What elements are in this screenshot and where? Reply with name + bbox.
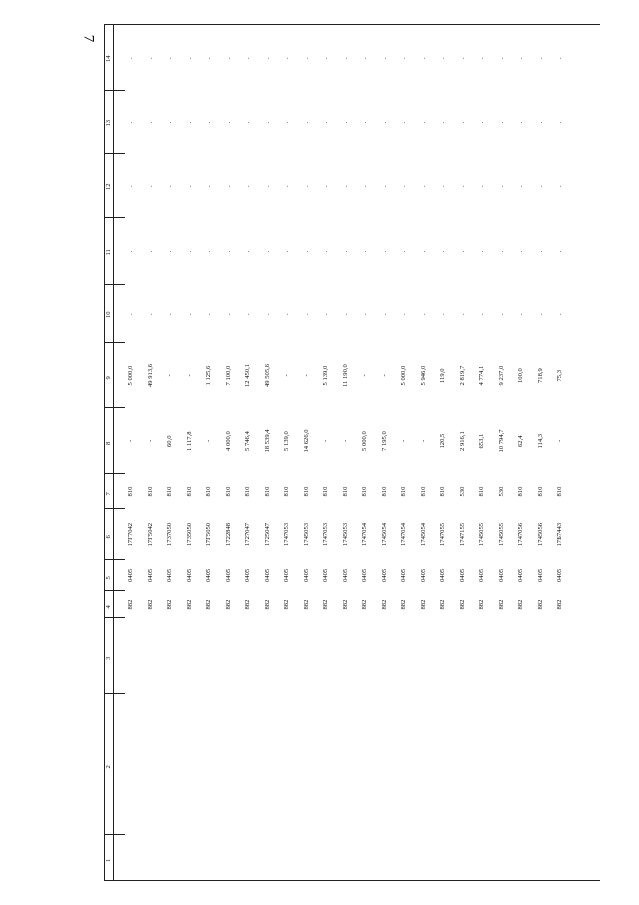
column-header: 14 — [105, 55, 112, 62]
table-cell: 810 — [478, 486, 485, 497]
table-cell: 5 000,0 — [400, 365, 407, 386]
table-cell: . — [283, 250, 290, 253]
column-divider — [104, 217, 125, 218]
column-header: 13 — [105, 119, 112, 127]
table-cell: 9 237,0 — [497, 365, 505, 386]
table-cell: 1735050 — [185, 522, 193, 546]
table-cell: . — [419, 250, 427, 253]
table-cell: 0405 — [361, 568, 368, 582]
table-cell: . — [361, 121, 368, 124]
table-cell: . — [302, 185, 310, 187]
table-cell: . — [400, 250, 407, 253]
page-number: 7 — [80, 34, 97, 43]
table-cell: 882 — [478, 599, 485, 610]
table-cell: 1722848 — [224, 522, 232, 546]
table-cell: . — [322, 185, 329, 187]
table-cell: . — [400, 57, 407, 59]
table-cell: . — [146, 121, 154, 124]
column-divider — [104, 617, 125, 618]
table-cell: . — [341, 185, 349, 187]
table-cell: 75,3 — [556, 369, 563, 382]
table-cell: 0405 — [556, 568, 563, 582]
table-cell: 1727047 — [244, 522, 251, 546]
table-cell: 882 — [185, 599, 193, 610]
table-cell: 0405 — [127, 568, 134, 582]
table-cell: . — [517, 57, 524, 59]
table-cell: 5 139,0 — [322, 365, 329, 386]
column-header: 2 — [105, 765, 112, 769]
table-cell: 2 916,1 — [458, 431, 466, 451]
column-divider — [104, 880, 600, 881]
table-cell: 810 — [517, 486, 524, 497]
table-cell: 810 — [146, 486, 154, 497]
table-cell: . — [322, 121, 329, 124]
table-cell: 0405 — [458, 568, 466, 582]
column-header: 1 — [105, 858, 112, 862]
table-cell: . — [263, 185, 271, 187]
table-cell: . — [497, 313, 505, 315]
table-cell: 1747053 — [283, 522, 290, 546]
table-cell: . — [146, 57, 154, 59]
table-cell: . — [361, 313, 368, 315]
table-cell: 1745054 — [380, 522, 388, 546]
table-cell: . — [556, 313, 563, 315]
table-cell: 882 — [361, 599, 368, 610]
column-header: 7 — [105, 492, 112, 496]
table-cell: . — [127, 185, 134, 187]
table-cell: . — [517, 250, 524, 253]
table-cell: . — [283, 185, 290, 187]
table-cell: 4 000,0 — [224, 431, 232, 451]
table-cell: . — [244, 250, 251, 253]
table-cell: . — [224, 57, 232, 59]
table-cell: . — [127, 57, 134, 59]
table-cell: . — [341, 121, 349, 124]
column-header: 11 — [105, 249, 112, 256]
table-cell: 1745055 — [497, 522, 505, 546]
table-cell: . — [341, 313, 349, 315]
table-cell: 1747054 — [361, 522, 368, 546]
table-cell: . — [341, 250, 349, 253]
table-cell: 5 000,0 — [127, 365, 134, 386]
table-cell: . — [322, 250, 329, 253]
table-cell: 882 — [283, 599, 290, 610]
table-cell: 17Б7443 — [556, 522, 563, 547]
table-cell: . — [556, 250, 563, 253]
table-cell: - — [127, 439, 134, 442]
table-cell: 49 505,6 — [263, 363, 271, 387]
table-cell: . — [458, 313, 466, 315]
column-divider — [104, 834, 125, 835]
table-cell: . — [361, 185, 368, 187]
table-cell: . — [419, 313, 427, 315]
table-cell: . — [185, 313, 193, 315]
table-cell: . — [263, 313, 271, 315]
table-cell: 882 — [244, 599, 251, 610]
table-cell: 1 117,8 — [185, 431, 193, 451]
table-cell: 5 946,0 — [419, 365, 427, 386]
table-cell: 119,0 — [439, 368, 446, 383]
table-cell: . — [263, 121, 271, 124]
table-cell: . — [205, 313, 212, 315]
table-cell: . — [146, 185, 154, 187]
table-cell: . — [380, 313, 388, 315]
table-cell: 1725047 — [263, 522, 271, 546]
table-cell: . — [185, 185, 193, 187]
table-cell: . — [380, 185, 388, 187]
table-cell: 810 — [380, 486, 388, 497]
column-divider — [104, 693, 125, 694]
table-cell: . — [556, 121, 563, 124]
table-cell: 0405 — [322, 568, 329, 582]
table-cell: 62,4 — [517, 435, 524, 447]
table-cell: . — [166, 250, 173, 253]
table-cell: . — [478, 185, 485, 187]
table-cell: . — [341, 57, 349, 59]
table-cell: 810 — [419, 486, 427, 497]
table-cell: - — [419, 439, 427, 442]
table-cell: 810 — [224, 486, 232, 497]
table-cell: 0405 — [497, 568, 505, 582]
column-divider — [104, 473, 125, 474]
table-cell: . — [166, 313, 173, 315]
table-cell: . — [439, 250, 446, 253]
column-divider — [104, 90, 125, 91]
column-divider — [104, 407, 125, 408]
table-cell: . — [478, 250, 485, 253]
table-cell: - — [322, 439, 329, 442]
table-cell: 0405 — [380, 568, 388, 582]
table-cell: 810 — [341, 486, 349, 497]
table-cell: 100,0 — [517, 368, 524, 383]
column-divider — [104, 559, 125, 560]
table-cell: . — [302, 250, 310, 253]
table-cell: - — [302, 374, 310, 377]
table-cell: 5 139,0 — [283, 431, 290, 451]
column-header: 5 — [105, 576, 112, 580]
table-cell: - — [283, 374, 290, 377]
table-cell: 1747155 — [458, 522, 466, 546]
table-cell: . — [146, 250, 154, 253]
table-cell: . — [458, 121, 466, 124]
table-cell: 11 190,0 — [341, 364, 349, 387]
table-cell: 14 626,0 — [302, 429, 310, 453]
table-cell: 810 — [244, 486, 251, 497]
table-cell: . — [205, 57, 212, 59]
table-cell: 810 — [556, 486, 563, 497]
table-cell: . — [263, 250, 271, 253]
table-cell: 10 794,7 — [497, 429, 505, 453]
table-cell: 1745055 — [478, 522, 485, 546]
table-cell: 0405 — [244, 568, 251, 582]
table-cell: 882 — [341, 599, 349, 610]
table-cell: 1745053 — [341, 522, 349, 546]
table-cell: 810 — [263, 486, 271, 497]
table-cell: . — [517, 185, 524, 187]
table-cell: . — [536, 313, 544, 315]
table-cell: 5 746,4 — [244, 431, 251, 451]
table-cell: . — [302, 313, 310, 315]
table-cell: . — [439, 121, 446, 124]
table-cell: - — [380, 374, 388, 377]
table-cell: . — [478, 121, 485, 124]
table-cell: 810 — [400, 486, 407, 497]
table-cell: . — [127, 313, 134, 315]
table-cell: - — [556, 439, 563, 442]
table-cell: 882 — [263, 599, 271, 610]
table-cell: . — [244, 313, 251, 315]
column-header: 4 — [105, 605, 112, 609]
table-cell: 0405 — [185, 568, 193, 582]
table-cell: 882 — [205, 599, 212, 610]
column-header: 12 — [105, 183, 112, 190]
table-cell: - — [185, 374, 193, 377]
table-cell: 0405 — [263, 568, 271, 582]
table-cell: . — [458, 185, 466, 187]
table-cell: . — [380, 250, 388, 253]
table-cell: 718,9 — [536, 368, 544, 383]
table-cell: 1747054 — [400, 522, 407, 546]
column-divider — [104, 508, 125, 509]
table-cell: 0405 — [536, 568, 544, 582]
table-cell: . — [458, 57, 466, 59]
table-cell: 12 450,1 — [244, 363, 251, 387]
table-cell: 17Г5042 — [146, 522, 154, 547]
table-cell: 1747055 — [439, 522, 446, 546]
table-cell: 882 — [127, 599, 134, 610]
table-cell: 0405 — [439, 568, 446, 582]
table-cell: . — [205, 185, 212, 187]
table-cell: . — [497, 57, 505, 59]
table-cell: . — [263, 57, 271, 59]
column-header: 3 — [105, 656, 112, 660]
table-cell: . — [205, 121, 212, 124]
table-cell: . — [224, 185, 232, 187]
table-cell: - — [400, 439, 407, 442]
column-header: 6 — [105, 535, 112, 539]
table-cell: . — [517, 313, 524, 315]
table-cell: 0405 — [419, 568, 427, 582]
table-cell: 49 913,6 — [146, 363, 154, 387]
column-header: 10 — [105, 311, 112, 318]
column-divider — [104, 153, 125, 154]
table-cell: . — [185, 57, 193, 59]
column-header: 9 — [105, 376, 112, 380]
table-cell: - — [166, 374, 173, 377]
table-cell: . — [205, 250, 212, 253]
table-cell: 5 000,0 — [361, 431, 368, 451]
table-cell: 882 — [517, 599, 524, 610]
table-cell: 882 — [556, 599, 563, 610]
table-cell: 17Г5050 — [205, 522, 212, 547]
table-cell: . — [419, 185, 427, 187]
table-cell: . — [166, 57, 173, 59]
table-cell: 1737050 — [166, 522, 173, 546]
table-cell: 653,1 — [478, 433, 485, 449]
table-cell: 882 — [536, 599, 544, 610]
table-cell: 882 — [400, 599, 407, 610]
table-cell: 17Г7042 — [127, 522, 134, 547]
table-cell: 0405 — [283, 568, 290, 582]
table-cell: . — [478, 313, 485, 315]
table-cell: 882 — [380, 599, 388, 610]
table-cell: . — [380, 57, 388, 59]
table-cell: . — [185, 250, 193, 253]
table-cell: . — [380, 121, 388, 124]
table-cell: 2 819,7 — [458, 365, 466, 386]
table-cell: . — [419, 121, 427, 124]
table-cell: . — [322, 57, 329, 59]
table-cell: - — [146, 439, 154, 442]
column-divider — [104, 24, 600, 25]
table-cell: . — [536, 250, 544, 253]
table-cell: 0405 — [205, 568, 212, 582]
table-cell: . — [224, 121, 232, 124]
table-cell: . — [244, 121, 251, 124]
table-cell: . — [322, 313, 329, 315]
table-cell: . — [439, 313, 446, 315]
table-cell: 810 — [361, 486, 368, 497]
table-cell: . — [283, 57, 290, 59]
table-cell: 810 — [166, 486, 173, 497]
column-divider — [104, 284, 125, 285]
table-cell: 1745053 — [302, 522, 310, 546]
table-cell: . — [497, 185, 505, 187]
table-cell: . — [556, 185, 563, 187]
column-header: 8 — [105, 441, 112, 445]
table-cell: 882 — [458, 599, 466, 610]
table-cell: 1747053 — [322, 522, 329, 546]
table-cell: 810 — [127, 486, 134, 497]
table-cell: 1 125,6 — [205, 365, 212, 386]
table-cell: 530 — [458, 486, 466, 497]
table-cell: . — [556, 57, 563, 59]
table-cell: . — [536, 57, 544, 59]
table-cell: . — [497, 121, 505, 124]
table-cell: . — [224, 250, 232, 253]
table-cell: 0405 — [341, 568, 349, 582]
column-divider — [104, 590, 125, 591]
table-cell: . — [497, 250, 505, 253]
table-cell: . — [361, 250, 368, 253]
table-cell: . — [458, 250, 466, 253]
table-cell: 0405 — [146, 568, 154, 582]
table-cell: . — [302, 121, 310, 124]
table-cell: 4 774,1 — [478, 365, 485, 386]
table-cell: - — [341, 439, 349, 442]
table-cell: 882 — [322, 599, 329, 610]
table-cell: 7 195,0 — [380, 431, 388, 451]
table-cell: 882 — [224, 599, 232, 610]
table-cell: . — [166, 121, 173, 124]
table-cell: 882 — [419, 599, 427, 610]
table-cell: 120,5 — [439, 433, 446, 449]
column-divider — [104, 342, 125, 343]
table-cell: 882 — [439, 599, 446, 610]
table-cell: . — [166, 185, 173, 187]
table-cell: 7 100,0 — [224, 365, 232, 386]
table-cell: 60,0 — [166, 435, 173, 447]
table-cell: 882 — [166, 599, 173, 610]
table-cell: . — [400, 121, 407, 124]
table-cell: 810 — [205, 486, 212, 497]
table-cell: 0405 — [166, 568, 173, 582]
table-cell: . — [185, 121, 193, 124]
table-cell: - — [361, 374, 368, 377]
table-cell: - — [205, 439, 212, 442]
table-cell: . — [400, 185, 407, 187]
table-cell: . — [244, 57, 251, 59]
table-cell: 0405 — [400, 568, 407, 582]
table-cell: 530 — [497, 486, 505, 497]
table-cell: . — [536, 121, 544, 124]
table-cell: 0405 — [517, 568, 524, 582]
table-cell: . — [478, 57, 485, 59]
table-cell: . — [536, 185, 544, 187]
table-cell: 810 — [283, 486, 290, 497]
table-cell: 882 — [302, 599, 310, 610]
table-cell: 882 — [497, 599, 505, 610]
table-cell: . — [127, 250, 134, 253]
table-cell: . — [439, 185, 446, 187]
table-cell: . — [283, 121, 290, 124]
table-cell: 1745056 — [536, 522, 544, 546]
table-cell: . — [302, 57, 310, 59]
table-cell: 0405 — [224, 568, 232, 582]
table-cell: . — [361, 57, 368, 59]
table-cell: 810 — [439, 486, 446, 497]
table-cell: . — [419, 57, 427, 59]
table-cell: 114,3 — [536, 433, 544, 449]
table-cell: . — [127, 121, 134, 124]
table-cell: . — [439, 57, 446, 59]
table-cell: . — [400, 313, 407, 315]
table-cell: . — [283, 313, 290, 315]
table-cell: 0405 — [302, 568, 310, 582]
table-cell: 0405 — [478, 568, 485, 582]
table-cell: . — [146, 313, 154, 315]
table-cell: 810 — [536, 486, 544, 497]
table-cell: 810 — [302, 486, 310, 497]
table-cell: 18 539,4 — [263, 429, 271, 453]
table-cell: . — [244, 185, 251, 187]
table-cell: 810 — [185, 486, 193, 497]
table-cell: . — [517, 121, 524, 124]
table-cell: 1747056 — [517, 522, 524, 546]
table-cell: . — [224, 313, 232, 315]
table-cell: 1745054 — [419, 522, 427, 546]
table-cell: 882 — [146, 599, 154, 610]
table-cell: 810 — [322, 486, 329, 497]
